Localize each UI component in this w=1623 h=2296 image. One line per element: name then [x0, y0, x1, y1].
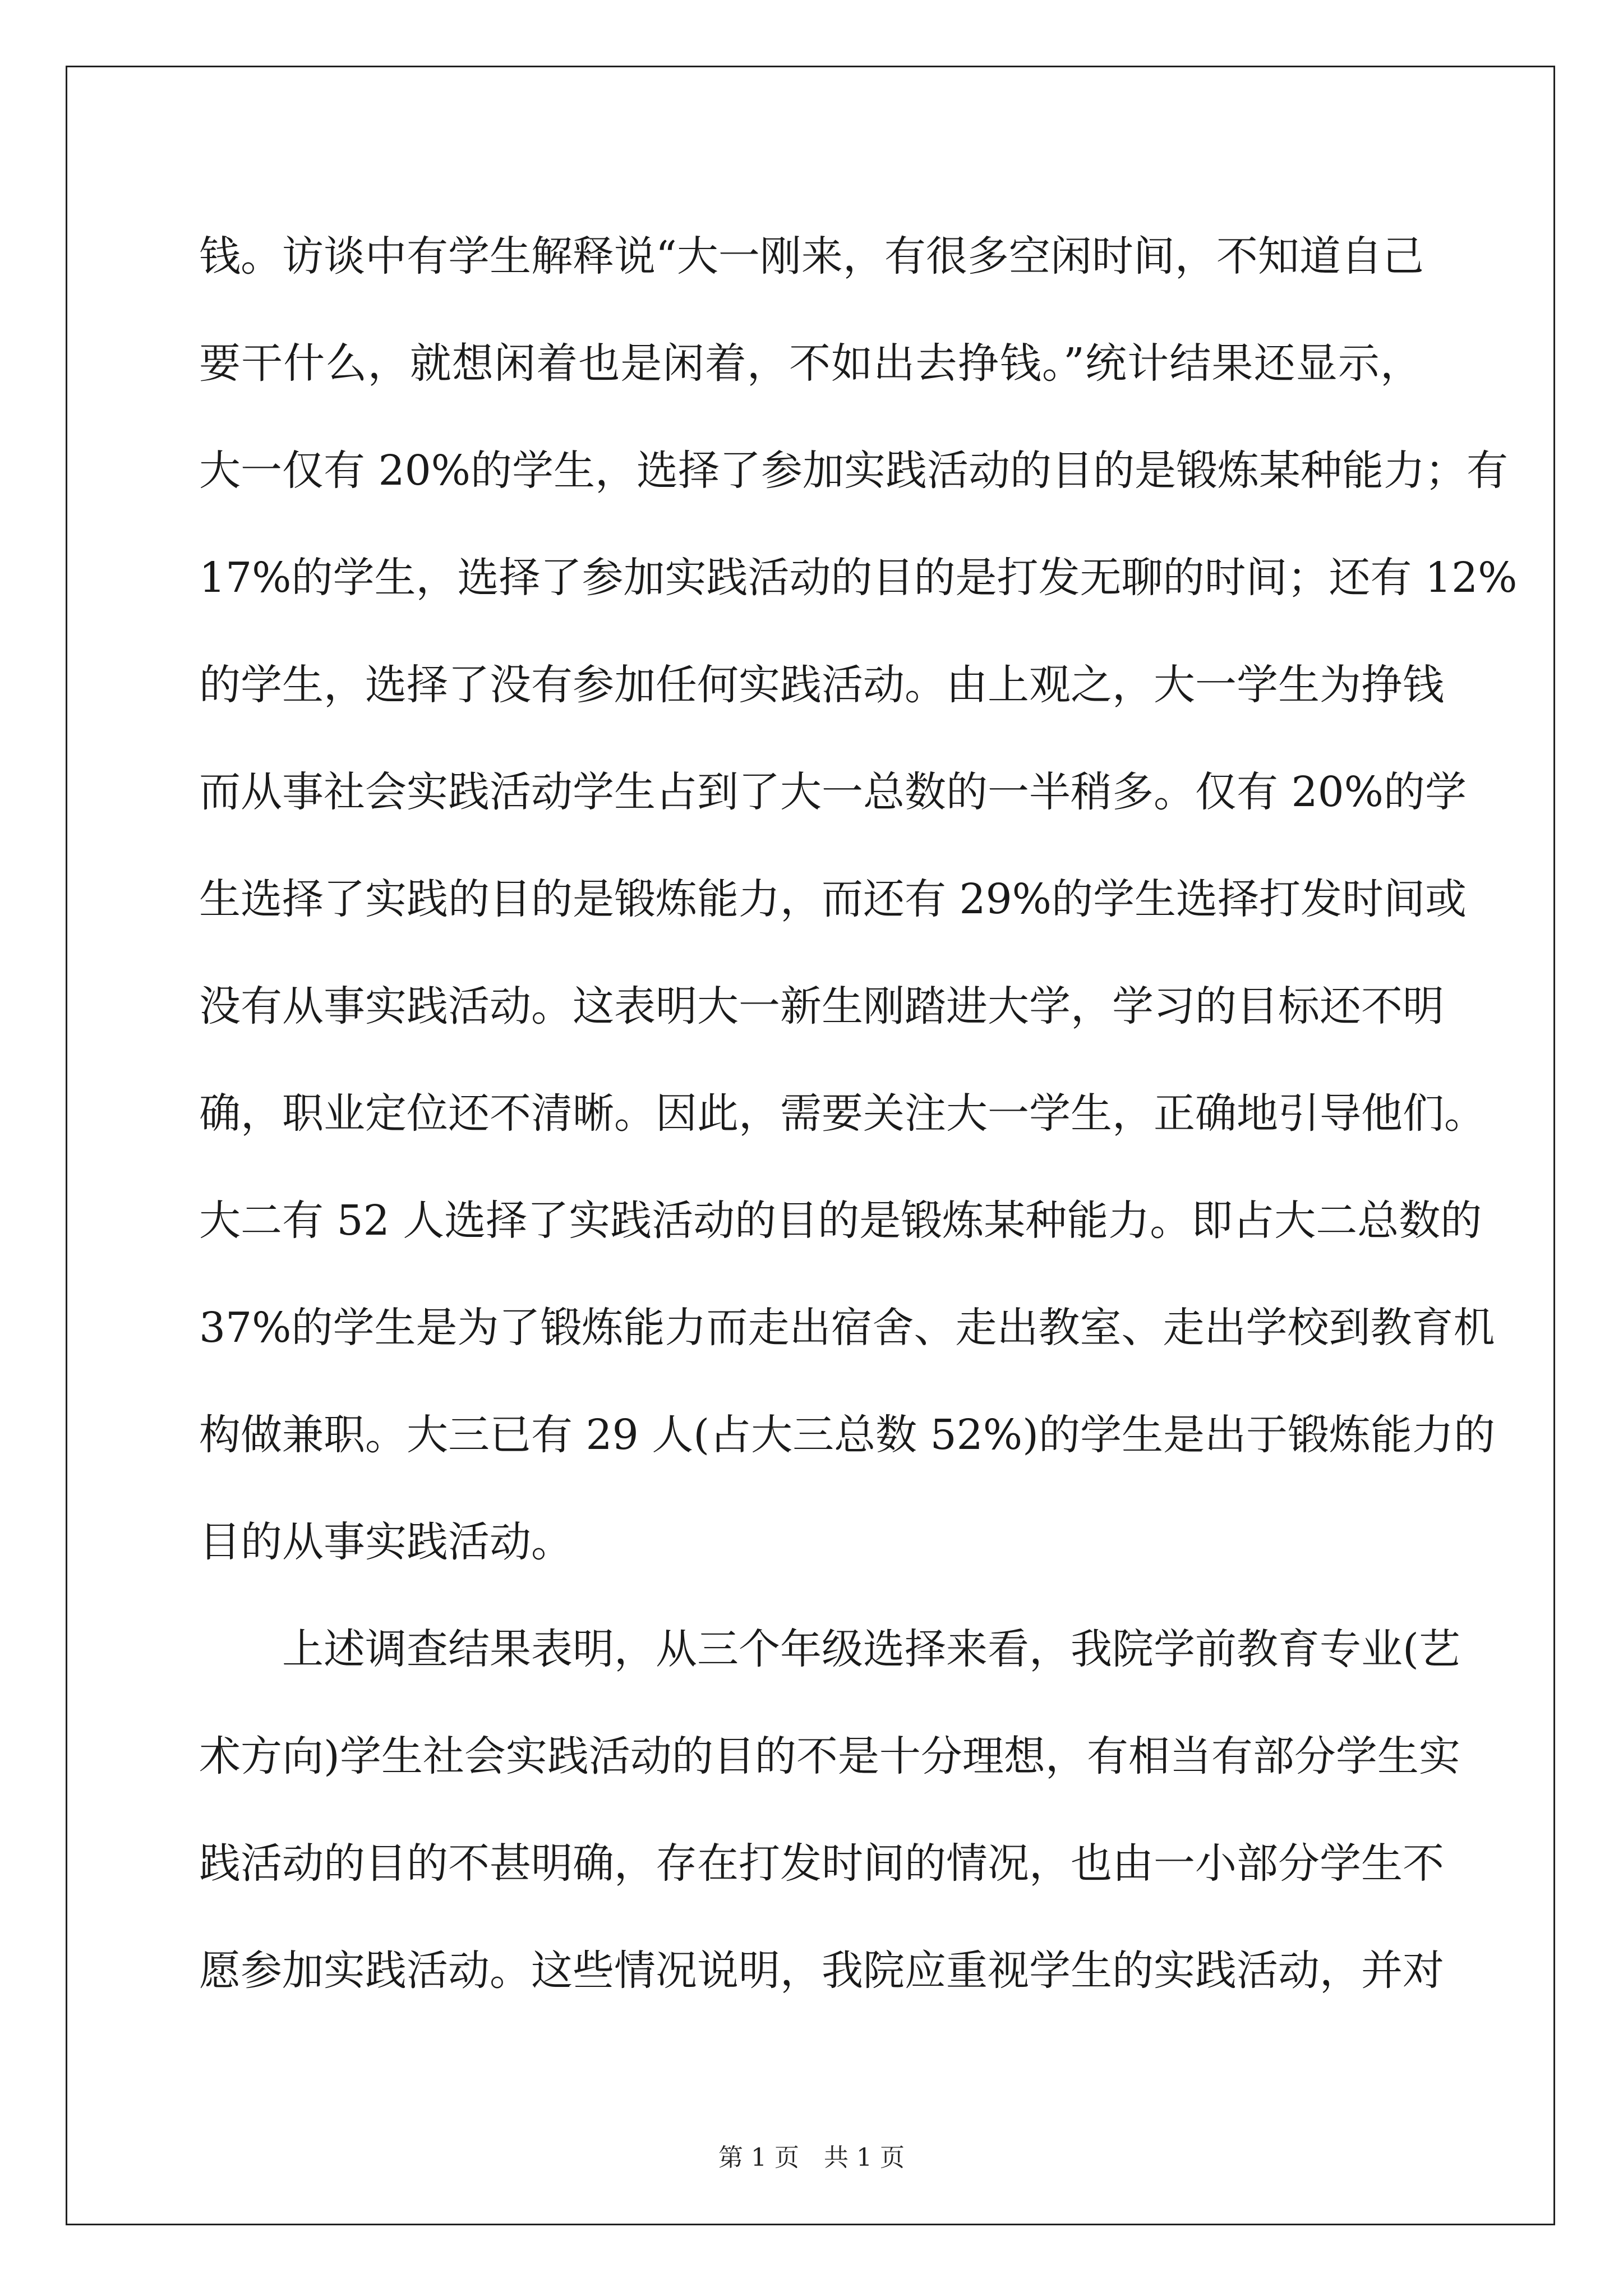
- text-line: 愿参加实践活动。这些情况说明，我院应重视学生的实践活动，并对: [199, 1947, 1444, 1995]
- text-line: 17%的学生，选择了参加实践活动的目的是打发无聊的时间；还有 12%: [199, 554, 1518, 602]
- text-line: 术方向)学生社会实践活动的目的不是十分理想，有相当有部分学生实: [199, 1732, 1460, 1780]
- text-line: 大二有 52 人选择了实践活动的目的是锻炼某种能力。即占大二总数的: [199, 1197, 1482, 1245]
- text-line: 目的从事实践活动。: [199, 1518, 573, 1566]
- text-line: 没有从事实践活动。这表明大一新生刚踏进大学，学习的目标还不明: [199, 982, 1444, 1030]
- text-line: 践活动的目的不甚明确，存在打发时间的情况，也由一小部分学生不: [199, 1839, 1444, 1888]
- text-line: 上述调查结果表明，从三个年级选择来看，我院学前教育专业(艺: [282, 1625, 1460, 1673]
- text-line: 确，职业定位还不清晰。因此，需要关注大一学生，正确地引导他们。: [199, 1089, 1486, 1138]
- text-line: 的学生，选择了没有参加任何实践活动。由上观之，大一学生为挣钱: [199, 661, 1444, 709]
- text-line: 钱。访谈中有学生解释说“大一刚来，有很多空闲时间，不知道自己: [199, 232, 1424, 280]
- page-footer: 第 1 页 共 1 页: [718, 2143, 905, 2172]
- text-line: 而从事社会实践活动学生占到了大一总数的一半稍多。仅有 20%的学: [199, 768, 1467, 816]
- text-line: 构做兼职。大三已有 29 人(占大三总数 52%)的学生是出于锻炼能力的: [199, 1411, 1495, 1459]
- text-line: 大一仅有 20%的学生，选择了参加实践活动的目的是锻炼某种能力；有: [199, 447, 1508, 495]
- document-body: [199, 203, 1518, 2024]
- text-line: 生选择了实践的目的是锻炼能力，而还有 29%的学生选择打发时间或: [199, 875, 1467, 923]
- text-line: 要干什么，就想闲着也是闲着，不如出去挣钱。”统计结果还显示，: [199, 339, 1422, 388]
- text-line: 37%的学生是为了锻炼能力而走出宿舍、走出教室、走出学校到教育机: [199, 1304, 1495, 1352]
